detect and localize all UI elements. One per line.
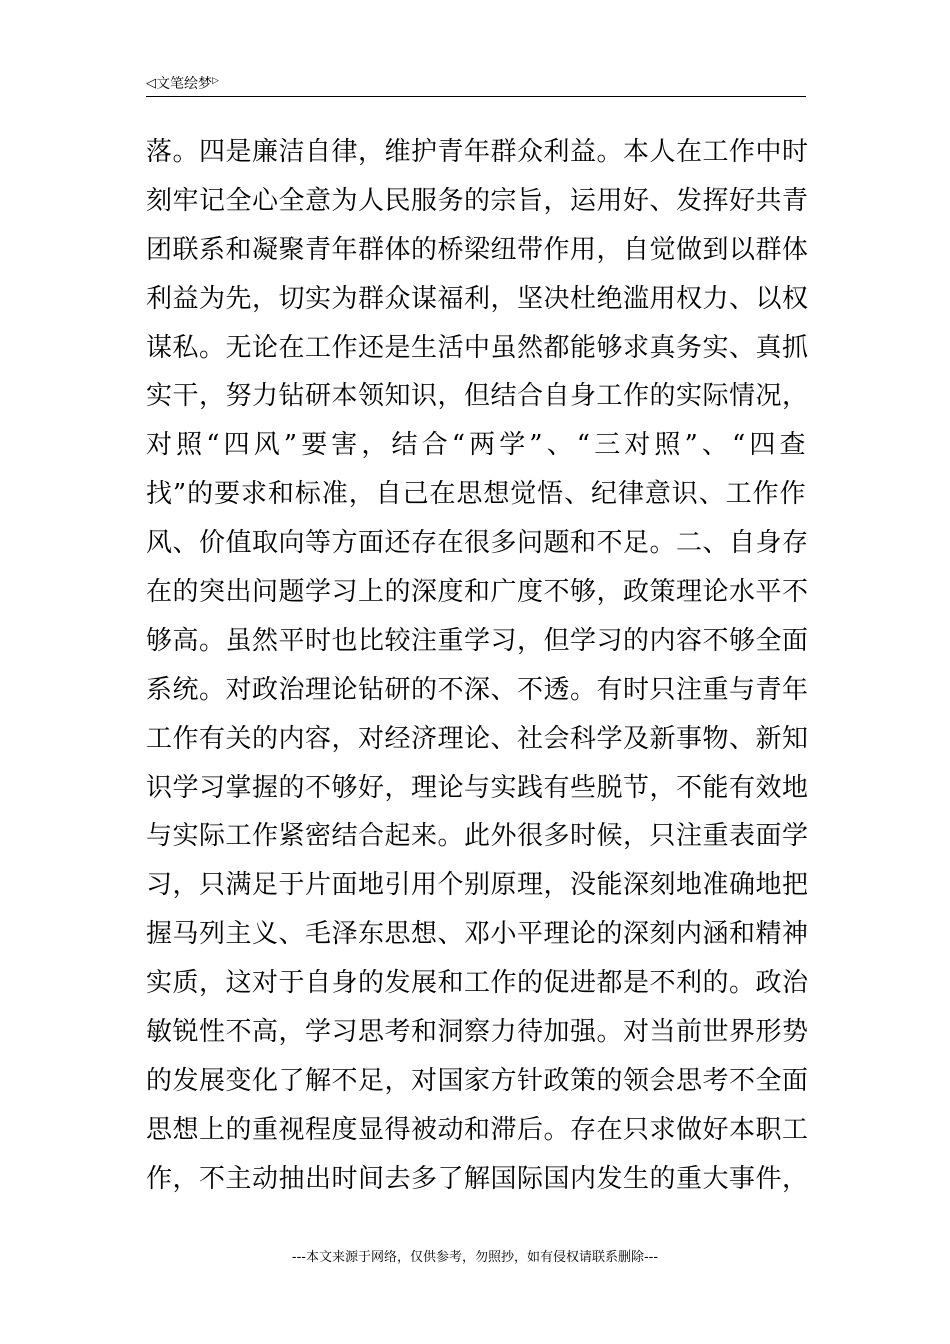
left-triangle-icon: ◁ [146, 76, 156, 91]
document-body [146, 128, 809, 1204]
body-line: 思想上的重视程度显得被动和滞后。存在只求做好本职工 [146, 1114, 809, 1145]
body-line: 作，不主动抽出时间去多了解国际国内发生的重大事件， [146, 1163, 809, 1194]
body-line: 习，只满足于片面地引用个别原理，没能深刻地准确地把 [146, 870, 809, 901]
body-line: 握马列主义、毛泽东思想、邓小平理论的深刻内涵和精神 [146, 919, 809, 950]
body-line: 团联系和凝聚青年群体的桥梁纽带作用，自觉做到以群体 [146, 234, 809, 265]
body-line: 谋私。无论在工作还是生活中虽然都能够求真务实、真抓 [146, 332, 809, 363]
body-line: 实干，努力钻研本领知识，但结合自身工作的实际情况， [146, 381, 809, 412]
body-line: 找”的要求和标准，自己在思想觉悟、纪律意识、工作作 [146, 479, 806, 510]
body-line: 实质，这对于自身的发展和工作的促进都是不利的。政治 [146, 968, 809, 999]
body-line: 工作有关的内容，对经济理论、社会科学及新事物、新知 [146, 723, 809, 754]
page-header [146, 74, 806, 97]
body-line: 落。四是廉洁自律，维护青年群众利益。本人在工作中时 [146, 137, 809, 167]
body-line: 利益为先，切实为群众谋福利，坚决杜绝滥用权力、以权 [146, 283, 809, 314]
body-line: 系统。对政治理论钻研的不深、不透。有时只注重与青年 [146, 674, 809, 705]
header-title-group [146, 74, 219, 94]
body-line: 的发展变化了解不足，对国家方针政策的领会思考不全面 [146, 1065, 809, 1096]
body-line: 在的突出问题学习上的深度和广度不够，政策理论水平不 [146, 577, 809, 608]
body-line: 敏锐性不高，学习思考和洞察力待加强。对当前世界形势 [146, 1017, 809, 1048]
body-line: 够高。虽然平时也比较注重学习，但学习的内容不够全面 [146, 625, 809, 656]
page-footer-disclaimer: ---本文来源于网络，仅供参考，勿照抄，如有侵权请联系删除--- [291, 1250, 659, 1265]
body-line: 对照“四风”要害，结合“两学”、“三对照”、“四查 [146, 430, 806, 461]
body-line: 刻牢记全心全意为人民服务的宗旨，运用好、发挥好共青 [146, 185, 809, 216]
body-line: 风、价值取向等方面还存在很多问题和不足。二、自身存 [146, 528, 809, 559]
body-line: 与实际工作紧密结合起来。此外很多时候，只注重表面学 [146, 821, 809, 852]
header-title: 文笔绘梦 [156, 76, 212, 92]
body-line: 识学习掌握的不够好，理论与实践有些脱节，不能有效地 [146, 772, 809, 803]
right-triangle-icon: ▷ [212, 76, 219, 86]
